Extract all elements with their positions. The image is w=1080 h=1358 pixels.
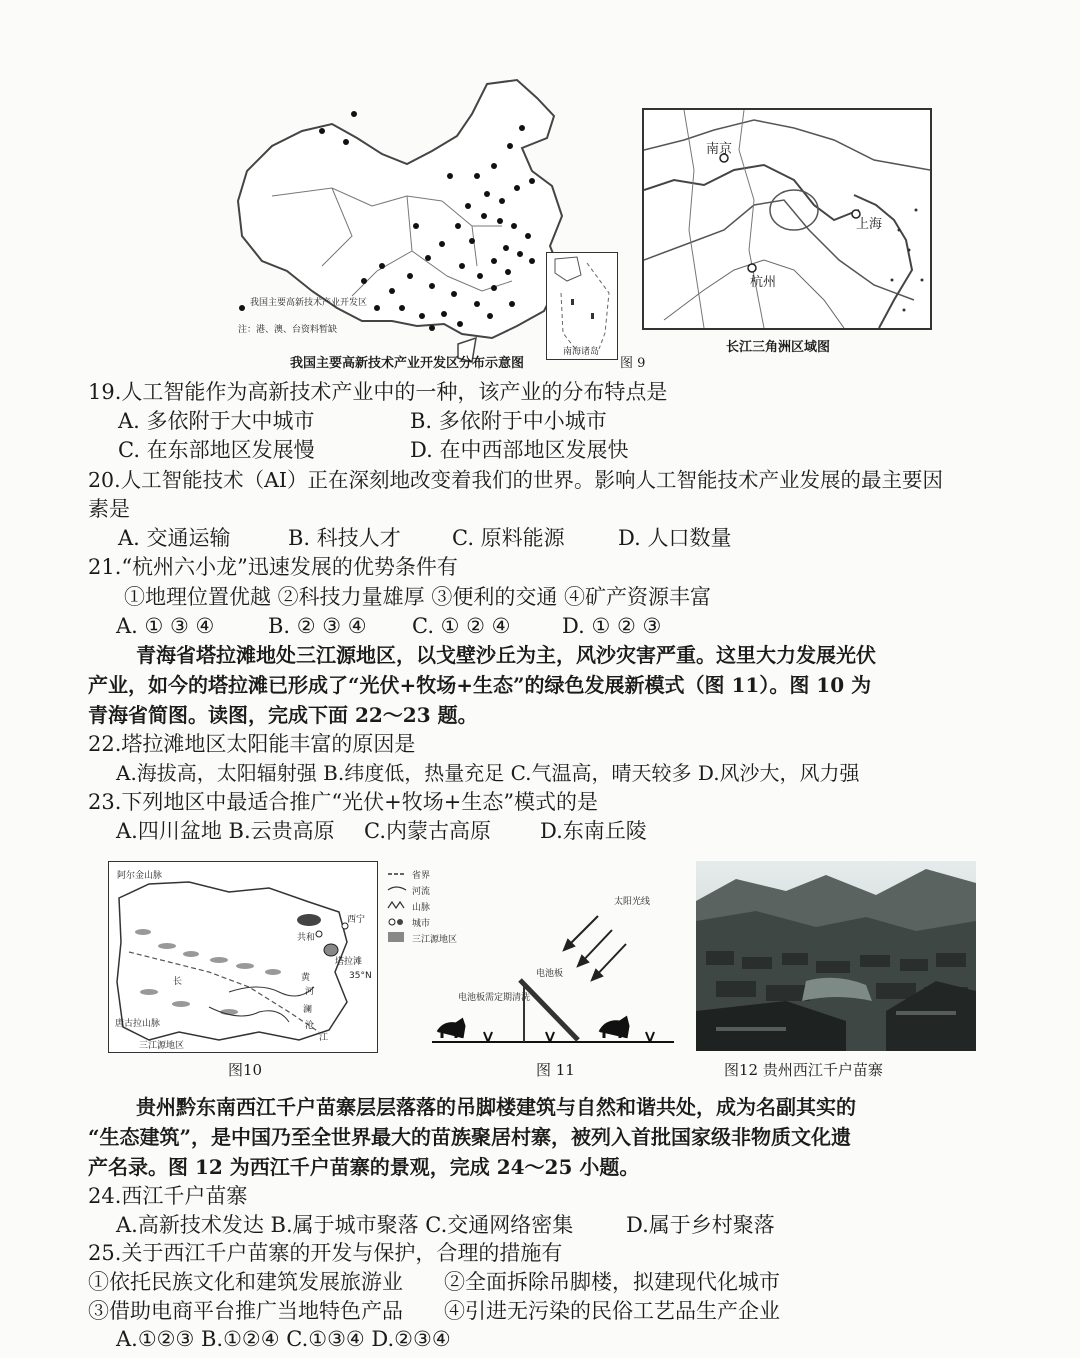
figure-9-label: 图 9 xyxy=(620,356,646,371)
q21-stem: 21.“杭州六小龙”迅速发展的优势条件有 xyxy=(88,555,458,579)
passage2-line2: “生态建筑”，是中国乃至全世界最大的苗族聚居村寨，被列入首批国家级非物质文化遗 xyxy=(88,1125,852,1149)
q23-option-ab: A.四川盆地 B.云贵高原 xyxy=(116,819,335,843)
q25-item-1: ①依托民族文化和建筑发展旅游业 xyxy=(88,1270,403,1294)
q20-option-c: C. 原料能源 xyxy=(452,526,565,550)
q19-stem: 19.人工智能作为高新技术产业中的一种，该产业的分布特点是 xyxy=(88,380,668,404)
q21-option-a: A. ① ③ ④ xyxy=(116,614,215,638)
q24-stem: 24.西江千户苗寨 xyxy=(88,1184,248,1208)
label-sun-rays: 太阳光线 xyxy=(614,897,651,907)
label-he: 河 xyxy=(305,987,315,997)
legend-river: 河流 xyxy=(412,887,431,897)
q19-option-a: A. 多依附于大中城市 xyxy=(118,409,315,433)
q20-option-b: B. 科技人才 xyxy=(288,526,401,550)
solar-diagram xyxy=(428,870,680,1060)
china-map-legend-text: 我国主要高新技术产业开发区 xyxy=(250,298,368,308)
label-xining: 西宁 xyxy=(347,915,366,925)
legend-sanjiangyuan: 三江源地区 xyxy=(412,935,458,945)
label-panel: 电池板 xyxy=(536,969,564,979)
passage2-line3: 产名录。图 12 为西江千户苗寨的景观，完成 24～25 小题。 xyxy=(88,1155,640,1179)
figure-10-caption: 图10 xyxy=(228,1061,263,1079)
q23-option-c: C.内蒙古高原 xyxy=(364,819,491,843)
figure-11-caption: 图 11 xyxy=(536,1061,575,1079)
label-chang: 长 xyxy=(173,977,183,987)
q21-option-c: C. ① ② ④ xyxy=(412,614,511,638)
q23-option-d: D.东南丘陵 xyxy=(540,819,647,843)
label-panel-cleaning: 电池板需定期清洗 xyxy=(458,993,531,1003)
legend-provincial-border: 省界 xyxy=(412,871,431,881)
legend-city: 城市 xyxy=(412,919,431,929)
label-huang: 黄 xyxy=(301,973,311,983)
city-shanghai: 上海 xyxy=(856,217,883,232)
q19-option-c: C. 在东部地区发展慢 xyxy=(118,438,315,462)
q24-option-d: D.属于乡村聚落 xyxy=(626,1213,775,1237)
china-map-note: 注：港、澳、台资料暂缺 xyxy=(238,325,338,335)
label-talatan: 塔拉滩 xyxy=(335,957,363,967)
q25-item-3: ③借助电商平台推广当地特色产品 xyxy=(88,1299,403,1323)
legend-mountain: 山脉 xyxy=(412,903,431,913)
passage1-line2: 产业，如今的塔拉滩已形成了“光伏+牧场+生态”的绿色发展新模式（图 11）。图 10 为 xyxy=(88,673,872,697)
q19-option-d: D. 在中西部地区发展快 xyxy=(410,438,629,462)
qinghai-map-svg xyxy=(109,862,377,1052)
figure-12-caption: 图12 贵州西江千户苗寨 xyxy=(724,1061,883,1079)
label-jiang: 江 xyxy=(319,1033,329,1043)
q24-options-abc: A.高新技术发达 B.属于城市聚落 C.交通网络密集 xyxy=(116,1213,574,1237)
passage1-line3: 青海省简图。读图，完成下面 22～23 题。 xyxy=(88,703,478,727)
yangtze-caption: 长江三角洲区域图 xyxy=(726,340,831,355)
city-nanjing: 南京 xyxy=(706,142,733,157)
solar-diagram-svg xyxy=(428,870,680,1060)
q19-option-b: B. 多依附于中小城市 xyxy=(410,409,607,433)
xijiang-village-photo xyxy=(696,861,976,1051)
label-lan: 澜 xyxy=(303,1005,313,1015)
q20-option-d: D. 人口数量 xyxy=(618,526,732,550)
q21-option-d: D. ① ② ③ xyxy=(562,614,662,638)
south-china-sea-inset xyxy=(546,252,618,360)
label-gonghe: 共和 xyxy=(297,933,316,943)
q23-stem: 23.下列地区中最适合推广“光伏+牧场+生态”模式的是 xyxy=(88,790,599,814)
q25-options: A.①②③ B.①②④ C.①③④ D.②③④ xyxy=(116,1327,451,1351)
passage2-line1: 贵州黔东南西江千户苗寨层层落落的吊脚楼建筑与自然和谐共处，成为名副其实的 xyxy=(136,1095,856,1119)
china-map-caption: 我国主要高新技术产业开发区分布示意图 xyxy=(290,356,525,371)
passage1-line1: 青海省塔拉滩地处三江源地区，以戈壁沙丘为主，风沙灾害严重。这里大力发展光伏 xyxy=(136,643,876,667)
q21-items: ①地理位置优越 ②科技力量雄厚 ③便利的交通 ④矿产资源丰富 xyxy=(124,585,712,609)
yangtze-map-svg xyxy=(644,110,930,328)
label-sanjiangyuan: 三江源地区 xyxy=(139,1041,185,1051)
label-35n: 35°N xyxy=(349,971,372,981)
q21-option-b: B. ② ③ ④ xyxy=(268,614,367,638)
label-cang: 沧 xyxy=(305,1021,315,1031)
label-tanggula: 唐古拉山脉 xyxy=(115,1019,161,1029)
q22-stem: 22.塔拉滩地区太阳能丰富的原因是 xyxy=(88,732,416,756)
label-altun: 阿尔金山脉 xyxy=(117,871,163,881)
q22-options: A.海拔高，太阳辐射强 B.纬度低，热量充足 C.气温高，晴天较多 D.风沙大，风力强 xyxy=(116,761,860,785)
city-hangzhou: 杭州 xyxy=(750,275,777,290)
q20-option-a: A. 交通运输 xyxy=(118,526,231,550)
q25-item-4: ④引进无污染的民俗工艺品生产企业 xyxy=(444,1299,780,1323)
q20-stem-line1: 20.人工智能技术（AI）正在深刻地改变着我们的世界。影响人工智能技术产业发展的最主要因 xyxy=(88,468,944,492)
qinghai-map xyxy=(108,861,378,1053)
yangtze-delta-map xyxy=(642,108,932,330)
q25-item-2: ②全面拆除吊脚楼，拟建现代化城市 xyxy=(444,1270,780,1294)
q25-stem: 25.关于西江千户苗寨的开发与保护，合理的措施有 xyxy=(88,1241,563,1265)
inset-label: 南海诸岛 xyxy=(563,347,600,357)
q20-stem-line2: 素是 xyxy=(88,497,130,521)
